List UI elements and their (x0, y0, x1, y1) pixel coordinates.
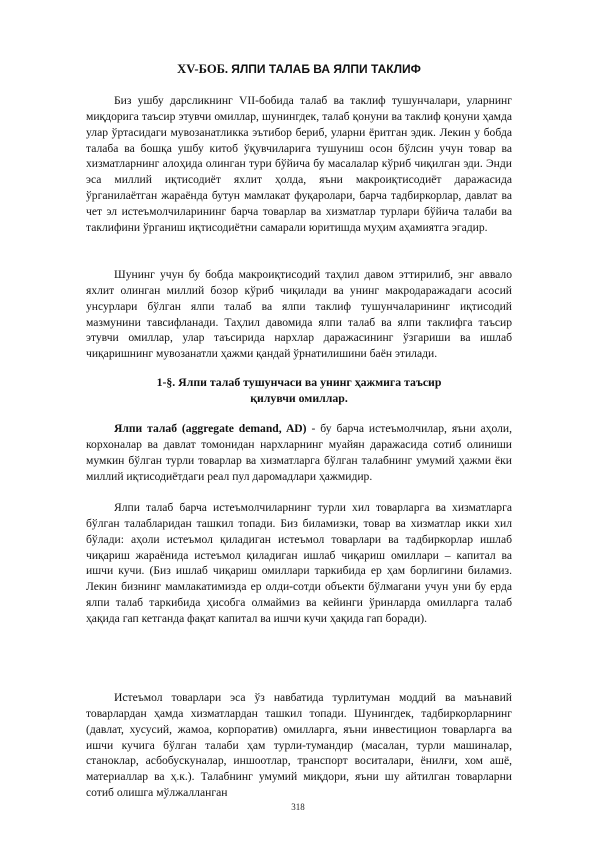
body-paragraph: Истеъмол товарлари эса ўз навбатида турлитуман моддий ва маънавий товарлардан ҳамда хизматлардан ташкил топади. Шунингдек, тадбиркорларнинг (давлат, хусусий, жамоа, корпоратив) омилларга, яъни инвестицион товарларга ва ишчи кучига бўлган талаби ҳам турли-тумандир (масалан, турли машиналар, станоклар, асбобускуналар, иншоотлар, транспорт воситалари, ёнилғи, хом ашё, материаллар ва ҳ.к.). Талабнинг умумий миқдори, яъни шу айтилган товарларни сотиб олишга мўлжалланган (86, 691, 512, 800)
section-title-line-1: 1-§. Ялпи талаб тушунчаси ва унинг ҳажмига таъсир (156, 375, 442, 389)
section-title-line-2: қилувчи омиллар. (250, 391, 348, 405)
definition-block (86, 421, 512, 484)
chapter-title (86, 62, 512, 77)
paragraph-3-block (86, 500, 512, 627)
definition-paragraph (86, 421, 512, 484)
body-paragraph: Ялпи талаб барча истеъмолчиларнинг турли хил товарларга ва хизматларга бўлган талабларидан ташкил топади. Биз биламизки, товар ва хизматлар икки хил бўлади: аҳоли истеъмол қиладиган истеъмол товарлари ва тадбиркорлар ишлаб чиқариш жараёнида истеъмол қиладиган ишлаб чиқариш омиллари – капитал ва ишчи кучи. (Биз ишлаб чиқариш омиллари таркибида ер ҳам борлигини биламиз. Лекин бизнинг мамлакатимизда ер олди-сотди объекти бўлмагани учун уни бу ерда ялпи талаб таркибида ҳисобга олмаймиз ва кейинги ўринларда омилларга талаб ҳақида гап кетганда фақат капитал ва ишчи кучи ҳақида гап боради). (86, 501, 512, 625)
paragraph-4-block (86, 690, 512, 801)
section-title (86, 374, 512, 406)
intro-paragraph: Шунинг учун бу бобда макроиқтисодий таҳлил давом эттирилиб, энг аввало яхлит олинган миллий бозор кўриб чиқилади ва унинг макродаражадаги асосий унсурлари бўлган ялпи талаб ва ялпи таклиф тушунчаларининг иқтисодий мазмунини тавсифланади. Таҳлил давомида ялпи талаб ва ялпи таклифга таъсир этувчи омиллар, улар таъсирида нархлар даражасининг ўзгариши ва ишлаб чиқаришнинг мувозанатли ҳажми қандай ўрнатилишини баён этилади. (86, 268, 512, 361)
intro-paragraph: Биз ушбу дарсликнинг VII-бобида талаб ва таклиф тушунчалари, уларнинг миқдорига таъсир этувчи омиллар, шунингдек, талаб қонуни ва таклиф қонуни ҳамда улар ўртасидаги мувозанатликка эътибор бериб, уларни ёритган эдик. Лекин у бобда талаба ва бошқа ушбу китоб ўқувчиларига тушуниш осон бўлсин учун товар ва хизматларнинг алоҳида олинган тури бўйича бу масалалар кўриб чиқилган эди. Энди эса миллий иқтисодиёт яхлит ҳолда, яъни макроиқтисодиёт даражасида ўрганилаётган жараёнда бутун мамлакат фуқаролари, барча тадбиркорлар, давлат ва чет эл истеъмолчиларининг барча товарлар ва хизматлар турлари бўйича талаби ва таклифини ўрганиш иқтисодиётни самарали юритишда муҳим аҳамиятга эгадир. (86, 94, 512, 234)
intro-paragraph-1-block (86, 93, 512, 236)
chapter-name: ЯЛПИ ТАЛАБ ВА ЯЛПИ ТАКЛИФ (231, 62, 421, 76)
chapter-number: XV-БОБ. (177, 62, 229, 76)
definition-text: - бу барча истеъмолчилар, яъни аҳоли, корхоналар ва давлат томонидан нархларнинг муайян даражасида сотиб олиниши мумкин бўлган турли товарлар ва хизматларга бўлган талабнинг умумий ҳажми ёки миллий иқтисодиётдаги реал пул даромадлари ҳажмидир. (86, 422, 512, 483)
definition-term: Ялпи талаб (aggregate demand, AD) (114, 422, 307, 435)
page-number: 318 (291, 802, 305, 812)
intro-paragraph-2-block (86, 267, 512, 362)
